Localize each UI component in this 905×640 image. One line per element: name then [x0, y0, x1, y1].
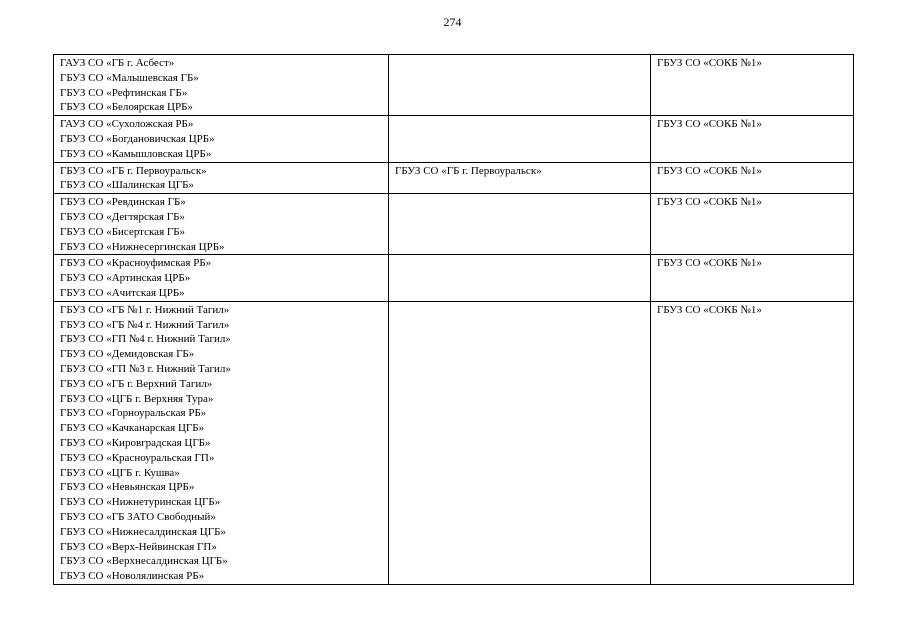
institution-name: ГБУЗ СО «ЦГБ г. Кушва»	[60, 466, 180, 479]
institution-name: ГБУЗ СО «ГП №4 г. Нижний Тагил»	[60, 333, 231, 346]
institution-name: ГБУЗ СО «ГП №3 г. Нижний Тагил»	[60, 362, 231, 375]
table-row	[54, 255, 854, 301]
institution-name: ГАУЗ СО «ГБ г. Асбест»	[60, 57, 175, 69]
institution-name: ГБУЗ СО «Новолялинская РБ»	[60, 570, 205, 583]
institution-list-cell	[54, 301, 389, 584]
table-row	[54, 116, 854, 162]
institution-name: ГБУЗ СО «Невьянская ЦРБ»	[60, 481, 195, 494]
institution-list-cell	[54, 116, 389, 162]
institution-name: ГБУЗ СО «Бисертская ГБ»	[60, 225, 186, 238]
institution-name: ГБУЗ СО «Ревдинская ГБ»	[60, 196, 186, 209]
intermediate-center-cell	[389, 116, 651, 162]
institution-name: ГБУЗ СО «Артинская ЦРБ»	[60, 272, 191, 285]
intermediate-center-cell	[389, 255, 651, 301]
institution-name: ГБУЗ СО «Дегтярская ГБ»	[60, 210, 185, 223]
institution-list-cell	[54, 194, 389, 255]
table-row	[54, 55, 854, 116]
intermediate-center-cell	[389, 55, 651, 116]
institution-name: ГБУЗ СО «Горноуральская РБ»	[60, 407, 207, 420]
intermediate-center-cell	[389, 194, 651, 255]
institution-name: ГБУЗ СО «ГБ №4 г. Нижний Тагил»	[60, 318, 230, 331]
institution-name: ГБУЗ СО «Белоярская ЦРБ»	[60, 101, 193, 114]
institution-name: ГБУЗ СО «Ачитская ЦРБ»	[60, 286, 185, 299]
institution-name: ГБУЗ СО «Камышловская ЦРБ»	[60, 147, 212, 160]
intermediate-center-cell: ГБУЗ СО «ГБ г. Первоуральск»	[389, 162, 651, 194]
regional-center-cell: ГБУЗ СО «СОКБ №1»	[651, 301, 854, 584]
regional-center-cell: ГБУЗ СО «СОКБ №1»	[651, 116, 854, 162]
regional-center-cell: ГБУЗ СО «СОКБ №1»	[651, 255, 854, 301]
intermediate-center-cell	[389, 301, 651, 584]
institution-list-cell	[54, 162, 389, 194]
institution-list-cell	[54, 255, 389, 301]
institution-name: ГБУЗ СО «Нижнесалдинская ЦГБ»	[60, 525, 226, 538]
institution-name: ГБУЗ СО «ГБ ЗАТО Свободный»	[60, 510, 216, 523]
institution-name: ГБУЗ СО «Красноуфимская РБ»	[60, 257, 212, 270]
institution-name: ГБУЗ СО «ГБ г. Первоуральск»	[60, 164, 207, 177]
page-number: 274	[443, 15, 462, 29]
table-row	[54, 301, 854, 584]
institution-name: ГБУЗ СО «Малышевская ГБ»	[60, 71, 199, 84]
institution-name: ГБУЗ СО «Шалинская ЦГБ»	[60, 179, 194, 192]
regional-center-cell: ГБУЗ СО «СОКБ №1»	[651, 162, 854, 194]
institution-name: ГБУЗ СО «Кировградская ЦГБ»	[60, 436, 211, 449]
institution-name: ГБУЗ СО «Демидовская ГБ»	[60, 348, 195, 361]
table-row	[54, 162, 854, 194]
regional-center-cell: ГБУЗ СО «СОКБ №1»	[651, 55, 854, 116]
institution-name: ГБУЗ СО «ГБ №1 г. Нижний Тагил»	[60, 303, 230, 316]
institution-name: ГБУЗ СО «Качканарская ЦГБ»	[60, 422, 205, 435]
institution-name: ГАУЗ СО «Сухоложская РБ»	[60, 118, 194, 131]
institution-name: ГБУЗ СО «Верхнесалдинская ЦГБ»	[60, 555, 228, 568]
institution-list-cell	[54, 55, 389, 116]
table-row	[54, 194, 854, 255]
institution-name: ГБУЗ СО «Красноуральская ГП»	[60, 451, 215, 464]
institution-name: ГБУЗ СО «Богдановичская ЦРБ»	[60, 132, 215, 145]
routing-table	[53, 54, 854, 585]
institution-name: ГБУЗ СО «ЦГБ г. Верхняя Тура»	[60, 392, 214, 405]
institution-name: ГБУЗ СО «Нижнесергинская ЦРБ»	[60, 240, 225, 253]
institution-name: ГБУЗ СО «Нижнетуринская ЦГБ»	[60, 496, 221, 509]
regional-center-cell: ГБУЗ СО «СОКБ №1»	[651, 194, 854, 255]
institution-name: ГБУЗ СО «ГБ г. Верхний Тагил»	[60, 377, 213, 390]
table-body	[54, 55, 854, 585]
institution-name: ГБУЗ СО «Рефтинская ГБ»	[60, 86, 188, 99]
institution-name: ГБУЗ СО «Верх-Нейвинская ГП»	[60, 540, 217, 553]
